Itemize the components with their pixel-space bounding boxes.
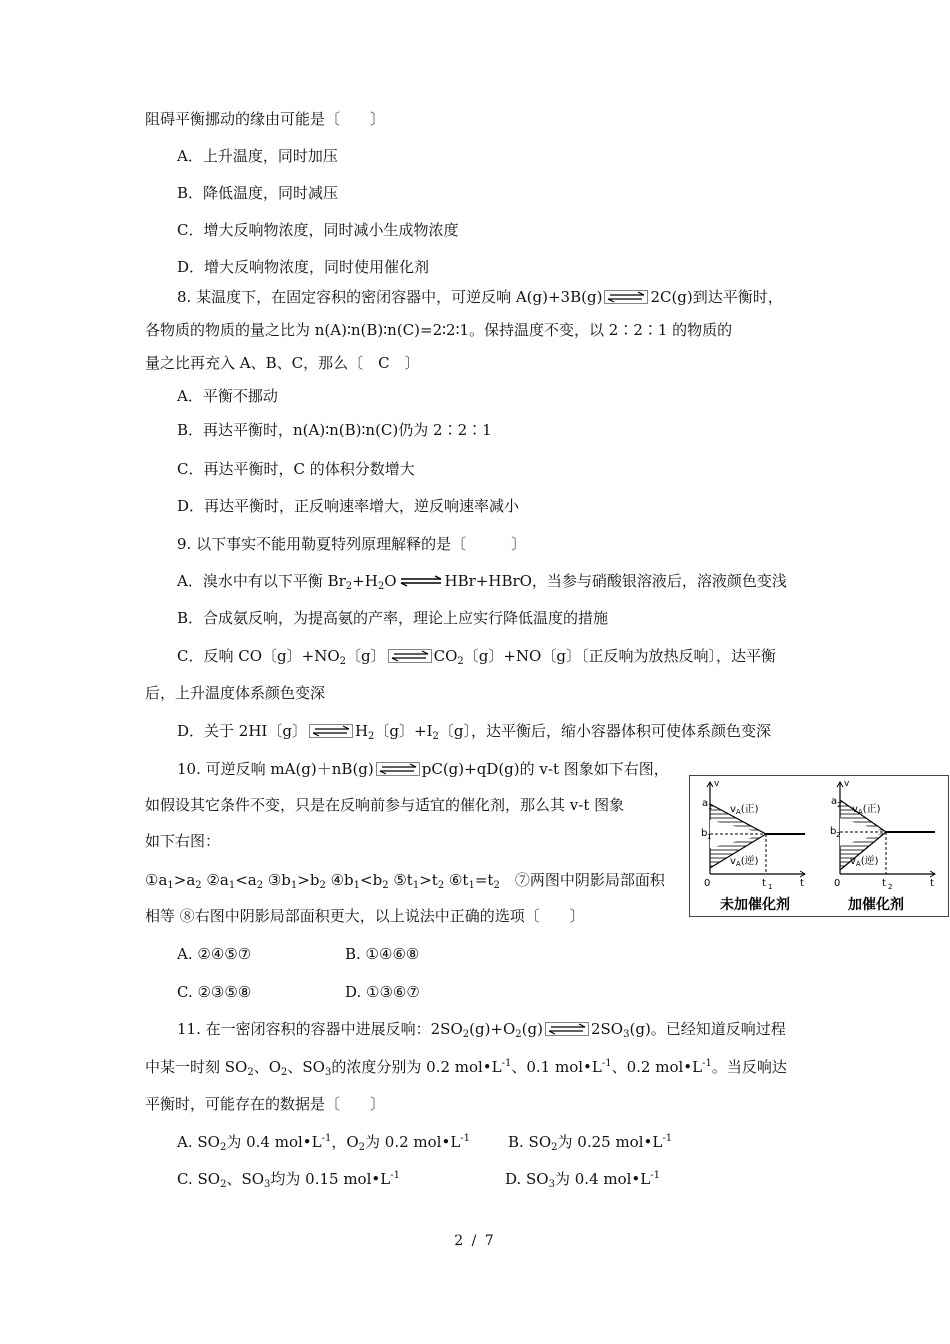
svg-text:t: t [930, 878, 934, 889]
q9-stem: 9. 以下事实不能用勒夏特列原理解释的是〔 〕 [177, 535, 527, 553]
q10-option-b: B. ①④⑥⑧ [345, 945, 420, 963]
q8-option-a: A．平衡不挪动 [177, 387, 278, 405]
svg-text:1: 1 [707, 833, 712, 841]
svg-text:2: 2 [837, 801, 842, 809]
svg-text:t: t [762, 878, 766, 889]
right-caption: 加催化剂 [848, 897, 904, 913]
q10-line5: 相等 ⑧右图中阴影局部面积更大，以上说法中正确的选项〔 〕 [145, 907, 585, 925]
q10-line3: 如下右图： [145, 832, 221, 850]
equilibrium-arrow-icon [604, 290, 648, 304]
q11-option-b: B. $SO_2$为 0.25 $mol•L^{-1}$ [508, 1133, 673, 1153]
svg-text:2: 2 [888, 883, 893, 891]
right-vt-graph [830, 779, 935, 913]
svg-text:2: 2 [836, 831, 841, 839]
q10-line4: $①a_1>a_2$ $②a_1<a_2$ $③b_1>b_2$ $④b_1<b_2$ $⑤t_1>t_2$ $⑥t_1=t_2$ ⑦两图中阴影局部面积 [145, 871, 665, 891]
q7-option-a: A．上升温度，同时加压 [177, 147, 338, 165]
svg-text:b: b [701, 828, 708, 839]
left-caption: 未加催化剂 [720, 897, 790, 913]
q11-option-a: A. $SO_2$为 0.4 $mol•L^{-1}$，$O_2$为 0.2 $mol•L^{-1}$ [177, 1133, 471, 1153]
svg-text:vA(逆): $v_A$(逆) [730, 856, 759, 868]
svg-text:1: 1 [768, 883, 773, 891]
q7-option-d: D．增大反响物浓度，同时使用催化剂 [177, 258, 430, 276]
q11-option-c: C. $SO_2$、$SO_3$均为 0.15 $mol•L^{-1}$ [177, 1170, 400, 1190]
svg-text:t: t [800, 878, 804, 889]
vt-graph-figure [689, 775, 949, 917]
svg-text:a: a [831, 796, 838, 807]
q8-line2: 各物质的物质的量之比为 n(A)∶n(B)∶n(C)=2∶2∶1。保持温度不变，以 2∶2∶1 的物质的 [145, 321, 733, 339]
equilibrium-arrow-icon [376, 762, 420, 776]
q9-option-b: B．合成氨反响，为提高氨的产率，理论上应实行降低温度的措施 [177, 609, 609, 627]
svg-text:0: 0 [834, 878, 841, 889]
q9-option-c-line2: 后，上升温度体系颜色变深 [145, 684, 326, 702]
q11-line1: 11. 在一密闭容积的容器中进展反响：$2SO_2(g)+O_2(g)$ $2SO_3(g)$。已经知道反响过程 [177, 1020, 786, 1040]
q9-option-a: A．溴水中有以下平衡 $Br_2+H_2O$ HBr+HBrO，当参与硝酸银溶液后，溶液颜色变浅 [177, 572, 787, 592]
q9-option-c: C．反响 CO〔g〕$+NO_2$〔g〕 $CO_2$〔g〕+NO〔g〕〔正反响为放热反响〕，达平衡 [177, 647, 776, 667]
q8-line1: 8. 某温度下，在固定容积的密闭容器中，可逆反响 A(g)+3B(g) 2C(g)到达平衡时， [177, 288, 783, 306]
equilibrium-arrow-icon [309, 724, 353, 738]
svg-text:0: 0 [704, 878, 711, 889]
svg-text:b: b [830, 826, 837, 837]
q8-line3: 量之比再充入 A、B、C，那么〔 C 〕 [145, 354, 420, 372]
q8-option-c: C．再达平衡时，C 的体积分数增大 [177, 460, 415, 478]
svg-text:a: a [702, 798, 709, 809]
svg-text:vA(逆): $v_A$(逆) [850, 856, 879, 868]
q8-option-b: B．再达平衡时，n(A)∶n(B)∶n(C)仍为 2∶2∶1 [177, 421, 492, 439]
page-number: 2 / 7 [454, 1233, 496, 1249]
q10-line2: 如假设其它条件不变，只是在反响前参与适宜的催化剂，那么其 v-t 图象 [145, 796, 625, 814]
q7-option-c: C．增大反响物浓度，同时减小生成物浓度 [177, 221, 459, 239]
q11-option-d: D. $SO_3$为 0.4 $mol•L^{-1}$ [505, 1170, 660, 1190]
svg-text:vA(正): $v_A$(正) [730, 804, 759, 816]
q7-option-b: B．降低温度，同时减压 [177, 184, 339, 202]
q8-option-d: D．再达平衡时，正反响速率增大，逆反响速率减小 [177, 497, 520, 515]
q9-option-d: D．关于 2HI〔g〕 $H_2$〔g〕$+I_2$〔g〕，达平衡后，缩小容器体积可使体系颜色变深 [177, 722, 772, 742]
svg-text:t: t [882, 878, 886, 889]
svg-text:1: 1 [708, 803, 713, 811]
q10-option-a: A. ②④⑤⑦ [177, 945, 252, 963]
q7-stem-tail: 阻碍平衡挪动的缘由可能是〔 〕 [145, 110, 386, 128]
q10-line1: 10. 可逆反响 mA(g)＋nB(g) pC(g)+qD(g)的 v-t 图象如下右图， [177, 760, 669, 778]
q10-option-d: D. ①③⑥⑦ [345, 983, 420, 1001]
svg-text:v: v [844, 779, 850, 789]
q11-line2: 中某一时刻 $SO_2$、$O_2$、$SO_3$的浓度分别为 0.2 $mol•L^{-1}$、0.1 $mol•L^{-1}$、0.2 $mol•L^{-1}$。当反响达 [145, 1058, 787, 1078]
equilibrium-arrow-icon [388, 649, 432, 663]
left-vt-graph [701, 779, 805, 913]
q11-line3: 平衡时，可能存在的数据是〔 〕 [145, 1095, 386, 1113]
svg-text:v: v [714, 779, 720, 789]
q10-option-c: C. ②③⑤⑧ [177, 983, 252, 1001]
equilibrium-arrow-icon [545, 1022, 589, 1036]
equilibrium-arrow-icon [399, 574, 443, 588]
svg-text:vA(正): $v_A$(正) [852, 804, 881, 816]
